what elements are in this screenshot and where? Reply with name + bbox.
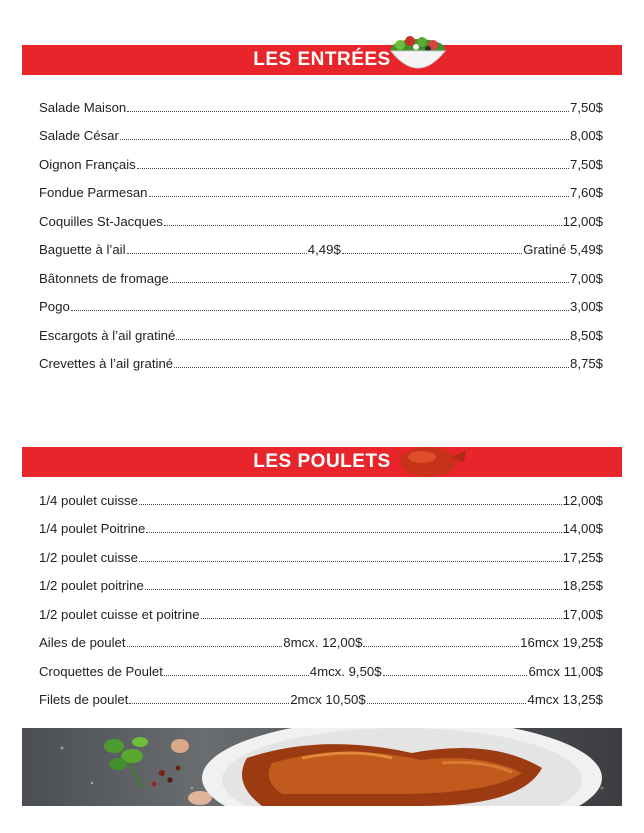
item-name: 1/2 poulet poitrine [39, 578, 144, 594]
roast-chicken-photo [22, 728, 622, 806]
list-item [39, 321, 603, 350]
peppercorns-icon [152, 766, 181, 787]
dot-leader [71, 310, 569, 311]
roast-chicken-image [22, 728, 622, 806]
item-name: 1/4 poulet Poitrine [39, 521, 146, 537]
poulets-list [39, 486, 603, 714]
item-name: Escargots à l’ail gratiné [39, 327, 176, 343]
entrees-title: LES ENTRÉES [253, 49, 391, 70]
item-name: Coquilles St-Jacques [39, 213, 163, 229]
item-name: Crevettes à l’ail gratiné [39, 356, 174, 372]
dot-leader [145, 589, 562, 590]
dot-leader [127, 253, 307, 254]
poulets-title: LES POULETS [253, 451, 391, 472]
item-name: 1/2 poulet cuisse et poitrine [39, 606, 200, 622]
item-price: 17,00$ [562, 606, 603, 622]
item-name: 1/4 poulet cuisse [39, 492, 138, 508]
list-item [39, 657, 603, 686]
item-name: Salade Maison [39, 99, 127, 115]
item-price: 18,25$ [562, 578, 603, 594]
dot-leader [383, 675, 528, 676]
list-item [39, 543, 603, 572]
dot-leader [127, 111, 569, 112]
list-item [39, 264, 603, 293]
item-option-2: 16mcx 19,25$ [520, 635, 603, 651]
list-item [39, 93, 603, 122]
dot-leader [176, 339, 569, 340]
chicken-leg-icon [398, 442, 468, 482]
item-price: 8,00$ [569, 128, 603, 144]
list-item [39, 207, 603, 236]
item-name: Fondue Parmesan [39, 185, 148, 201]
dot-leader [342, 253, 522, 254]
chicken-icon [242, 744, 542, 806]
item-price: 7,00$ [569, 270, 603, 286]
dot-leader [367, 703, 527, 704]
item-name: Croquettes de Poulet [39, 663, 163, 679]
item-name: Pogo [39, 299, 70, 315]
item-price: 7,60$ [569, 185, 603, 201]
dot-leader [164, 225, 562, 226]
dot-leader [146, 532, 561, 533]
parsley-icon [104, 737, 148, 788]
item-name: Filets de poulet [39, 692, 129, 708]
item-price: 3,00$ [569, 299, 603, 315]
list-item [39, 150, 603, 179]
entrees-list [39, 93, 603, 378]
list-item [39, 350, 603, 379]
item-option-1: 4mcx. 9,50$ [309, 663, 382, 679]
dot-leader [164, 675, 309, 676]
dot-leader [139, 561, 562, 562]
list-item [39, 686, 603, 715]
item-price: 12,00$ [562, 213, 603, 229]
entrees-banner [22, 45, 622, 75]
item-alt-label: Gratiné [523, 242, 567, 258]
item-name: Baguette à l’ail [39, 242, 126, 258]
item-price: 8,75$ [569, 356, 603, 372]
dot-leader [149, 196, 569, 197]
item-price: 4,49$ [307, 242, 341, 258]
list-item [39, 293, 603, 322]
item-price: 14,00$ [562, 521, 603, 537]
item-price: 7,50$ [569, 99, 603, 115]
item-name: Bâtonnets de fromage [39, 270, 169, 286]
dot-leader [170, 282, 569, 283]
item-price: 8,50$ [569, 327, 603, 343]
dot-leader [137, 168, 569, 169]
dot-leader [139, 504, 562, 505]
dot-leader [129, 703, 289, 704]
list-item [39, 179, 603, 208]
item-name: Oignon Français [39, 156, 136, 172]
list-item [39, 515, 603, 544]
dot-leader [120, 139, 569, 140]
dot-leader [363, 646, 519, 647]
list-item [39, 486, 603, 515]
item-option-2: 6mcx 11,00$ [528, 663, 603, 679]
item-name: 1/2 poulet cuisse [39, 549, 138, 565]
list-item [39, 572, 603, 601]
item-option-1: 8mcx. 12,00$ [283, 635, 363, 651]
dot-leader [127, 646, 283, 647]
salad-bowl-icon [386, 33, 450, 79]
list-item [39, 122, 603, 151]
item-alt-price: 5,49$ [569, 242, 603, 258]
item-name: Ailes de poulet [39, 635, 126, 651]
item-price: 17,25$ [562, 549, 603, 565]
item-option-1: 2mcx 10,50$ [290, 692, 366, 708]
dot-leader [201, 618, 562, 619]
item-price: 12,00$ [562, 492, 603, 508]
dot-leader [174, 367, 569, 368]
item-name: Salade César [39, 128, 119, 144]
list-item [39, 600, 603, 629]
item-price: 7,50$ [569, 156, 603, 172]
poulets-banner [22, 447, 622, 477]
list-item [39, 629, 603, 658]
item-option-2: 4mcx 13,25$ [527, 692, 603, 708]
list-item [39, 236, 603, 265]
